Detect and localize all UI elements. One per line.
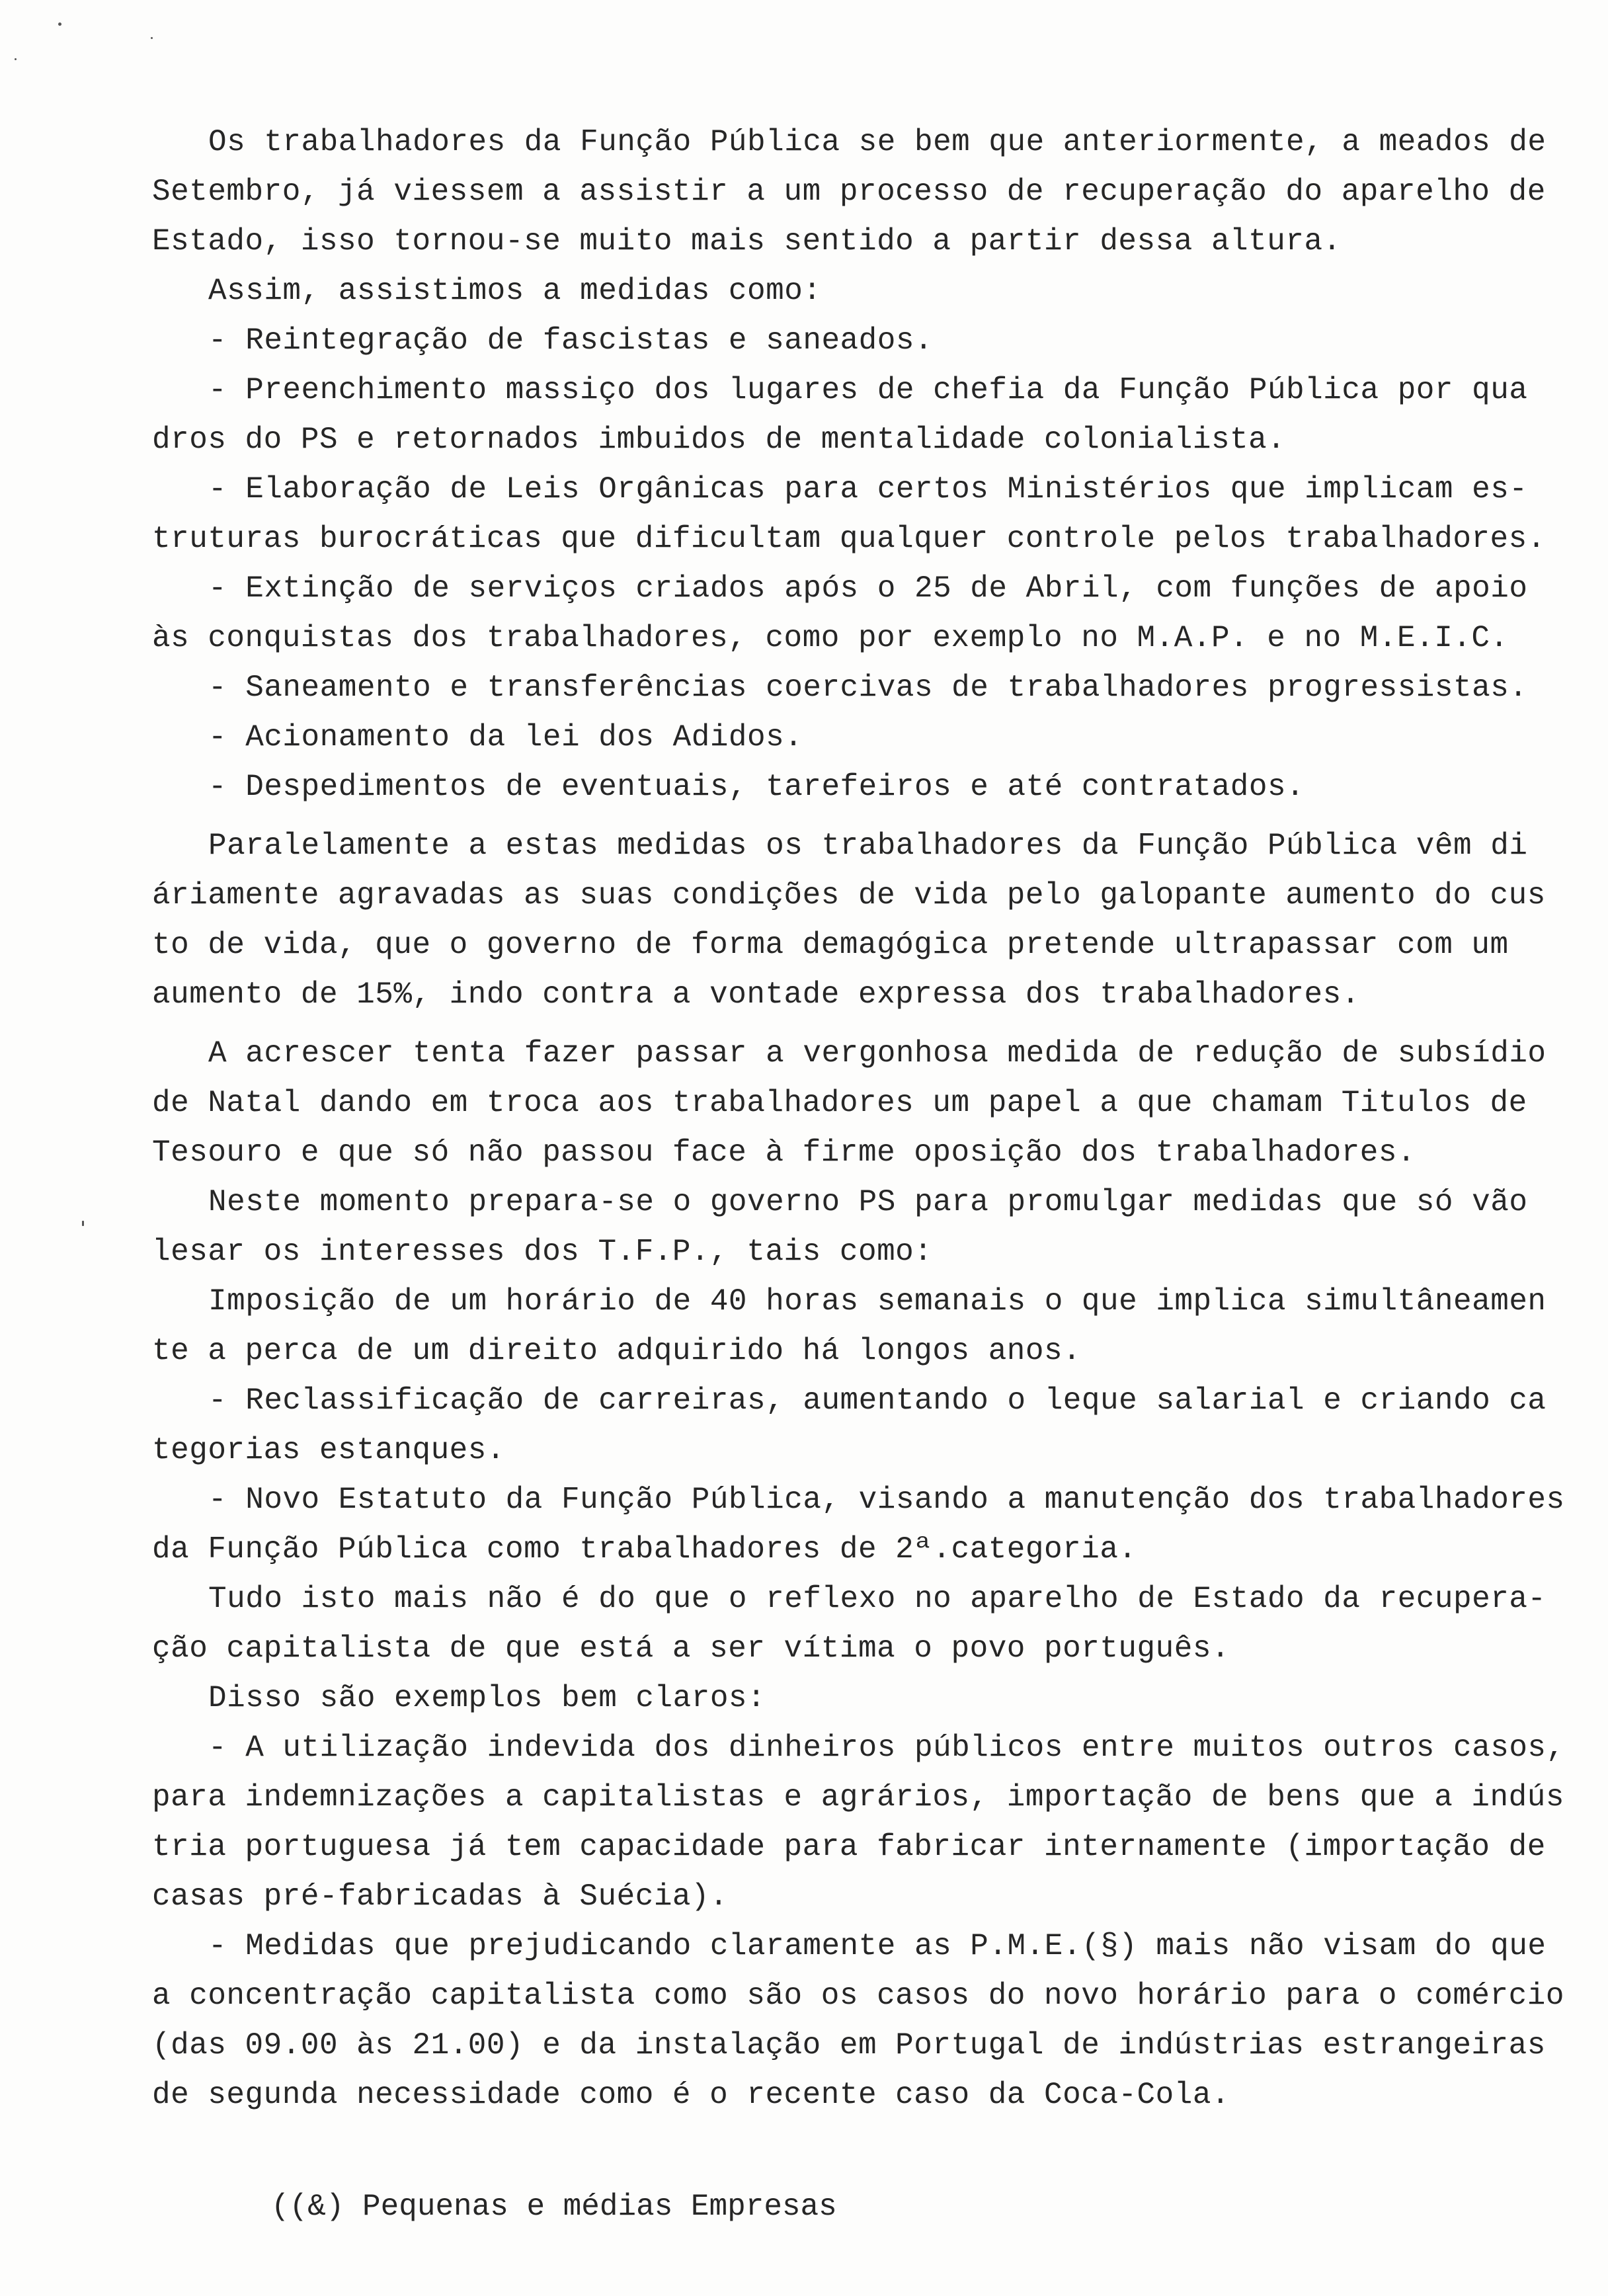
list-item: - Preenchimento massiço dos lugares de chefia da Função Pública por qua xyxy=(208,373,1528,407)
text-line: áriamente agravadas as suas condições de vida pelo galopante aumento do cus xyxy=(152,878,1546,913)
text-line: Tudo isto mais não é do que o reflexo no aparelho de Estado da recupera- xyxy=(208,1582,1547,1616)
text-line: às conquistas dos trabalhadores, como por exemplo no M.A.P. e no M.E.I.C. xyxy=(152,621,1509,655)
text-line: Neste momento prepara-se o governo PS para promulgar medidas que só vão xyxy=(208,1185,1528,1219)
paper-speck xyxy=(15,58,17,60)
document-body xyxy=(152,118,1565,2120)
text-line: tegorias estanques. xyxy=(152,1433,505,1467)
list-item: - Reclassificação de carreiras, aumentando o leque salarial e criando ca xyxy=(208,1383,1547,1418)
paper-speck xyxy=(58,22,61,26)
footnote: ((&) Pequenas e médias Empresas xyxy=(271,2190,837,2224)
text-line: da Função Pública como trabalhadores de 2ª.categoria. xyxy=(152,1532,1137,1567)
text-line: truturas burocráticas que dificultam qualquer controle pelos trabalhadores. xyxy=(152,522,1546,556)
text-line: te a perca de um direito adquirido há longos anos. xyxy=(152,1334,1082,1368)
text-line: a concentração capitalista como são os casos do novo horário para o comércio xyxy=(152,1979,1564,2013)
text-line: Paralelamente a estas medidas os trabalhadores da Função Pública vêm di xyxy=(208,829,1528,863)
text-line: Tesouro e que só não passou face à firme oposição dos trabalhadores. xyxy=(152,1135,1416,1170)
list-item: - Elaboração de Leis Orgânicas para certos Ministérios que implicam es- xyxy=(208,472,1528,507)
text-line: para indemnizações a capitalistas e agrários, importação de bens que a indús xyxy=(152,1780,1564,1815)
text-line: lesar os interesses dos T.F.P., tais como: xyxy=(152,1235,933,1269)
text-line: Disso são exemplos bem claros: xyxy=(208,1681,766,1715)
text-line: dros do PS e retornados imbuidos de mentalidade colonialista. xyxy=(152,423,1286,457)
text-line: Setembro, já viessem a assistir a um processo de recuperação do aparelho de xyxy=(152,175,1546,209)
text-line: aumento de 15%, indo contra a vontade expressa dos trabalhadores. xyxy=(152,977,1360,1012)
text-line: de segunda necessidade como é o recente caso da Coca-Cola. xyxy=(152,2078,1230,2112)
list-item: - Acionamento da lei dos Adidos. xyxy=(208,720,803,755)
paper-speck xyxy=(151,37,153,39)
text-line: Os trabalhadores da Função Pública se bem que anteriormente, a meados de xyxy=(208,125,1547,159)
list-item: - Reintegração de fascistas e saneados. xyxy=(208,323,934,358)
list-item: - A utilização indevida dos dinheiros públicos entre muitos outros casos, xyxy=(208,1731,1565,1765)
text-line: Estado, isso tornou-se muito mais sentido a partir dessa altura. xyxy=(152,224,1342,259)
text-line: Imposição de um horário de 40 horas semanais o que implica simultâneamen xyxy=(208,1284,1547,1319)
list-item: - Extinção de serviços criados após o 25 de Abril, com funções de apoio xyxy=(208,571,1528,606)
text-line: to de vida, que o governo de forma demagógica pretende ultrapassar com um xyxy=(152,928,1509,962)
text-line: tria portuguesa já tem capacidade para fabricar internamente (importação de xyxy=(152,1830,1546,1864)
text-line: de Natal dando em troca aos trabalhadores um papel a que chamam Titulos de xyxy=(152,1086,1527,1120)
text-line: casas pré-fabricadas à Suécia). xyxy=(152,1879,729,1914)
text-line: (das 09.00 às 21.00) e da instalação em Portugal de indústrias estrangeiras xyxy=(152,2028,1546,2063)
text-line: ção capitalista de que está a ser vítima o povo português. xyxy=(152,1631,1230,1666)
list-item: - Medidas que prejudicando claramente as P.M.E.(§) mais não visam do que xyxy=(208,1929,1547,1963)
list-item: - Despedimentos de eventuais, tarefeiros e até contratados. xyxy=(208,770,1305,804)
list-item: - Novo Estatuto da Função Pública, visando a manutenção dos trabalhadores xyxy=(208,1483,1565,1517)
paper-speck xyxy=(82,1221,84,1226)
list-item: - Saneamento e transferências coercivas de trabalhadores progressistas. xyxy=(208,671,1528,705)
text-line: A acrescer tenta fazer passar a vergonhosa medida de redução de subsídio xyxy=(208,1036,1547,1071)
text-line: Assim, assistimos a medidas como: xyxy=(208,274,822,308)
